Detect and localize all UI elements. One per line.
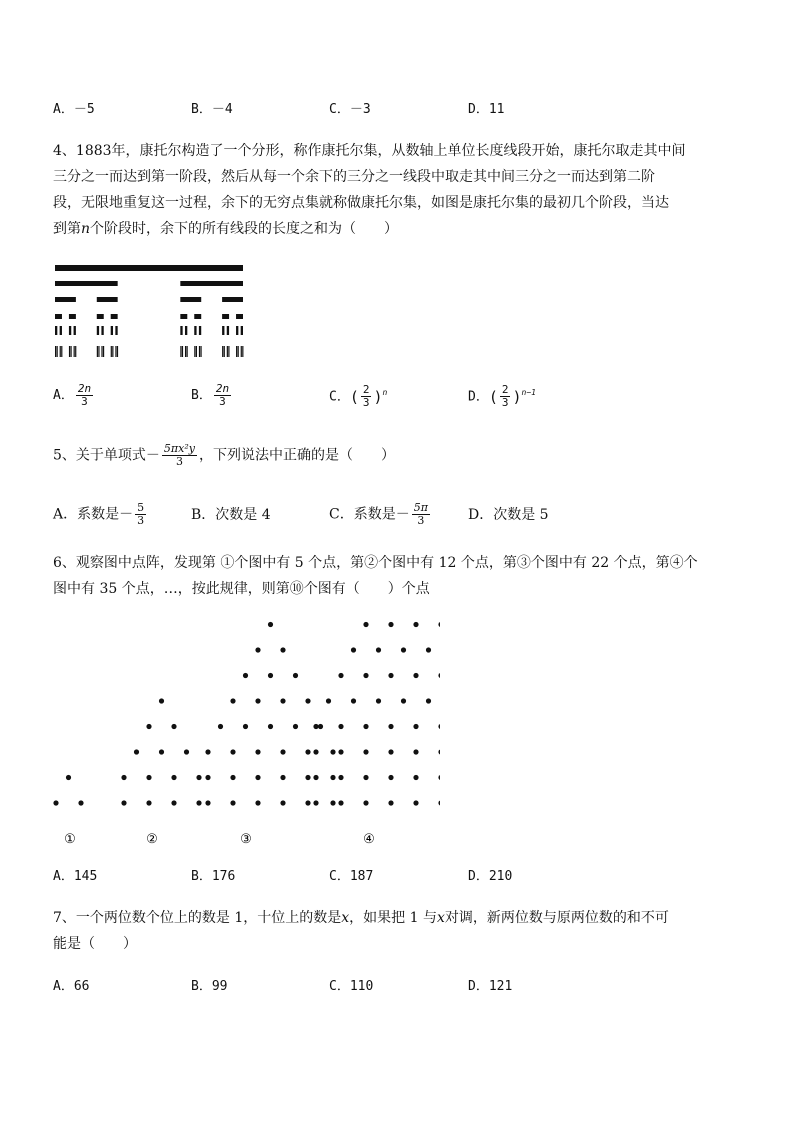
q5-option-c	[329, 502, 432, 527]
pattern-3-dot	[293, 724, 298, 729]
cantor-segment-stage-5	[227, 346, 228, 357]
pattern-4-dot	[438, 749, 440, 754]
q7-option-d: D．121	[468, 979, 513, 994]
q7-variable-x: x	[341, 910, 350, 926]
pattern-4-dot	[351, 698, 356, 703]
q4-option-b-den: 3	[219, 395, 226, 408]
pattern-3-dot	[230, 775, 235, 780]
pattern-4-dot	[413, 622, 418, 627]
cantor-segment-stage-5	[98, 346, 99, 357]
pattern-3-dot	[318, 724, 323, 729]
cantor-segment-stage-3	[180, 314, 187, 319]
cantor-segment-stage-5	[55, 346, 56, 357]
pattern-2-dot	[171, 724, 176, 729]
pattern-2-dot	[146, 775, 151, 780]
q5-monomial	[162, 443, 197, 468]
q4-option-c-fraction	[361, 384, 372, 409]
pattern-3-dot	[268, 622, 273, 627]
pattern-4-dot	[338, 724, 343, 729]
pattern-4-dot	[313, 724, 318, 729]
cantor-segment-stage-4	[236, 326, 238, 335]
q7-option-b: B．99	[191, 979, 228, 994]
q4-option-d-num: 2	[501, 383, 509, 397]
pattern-4-dot	[363, 724, 368, 729]
dot-pattern-figure	[40, 610, 440, 850]
cantor-segment-stage-4	[199, 326, 201, 335]
cantor-segment-stage-3	[194, 314, 201, 319]
pattern-2-dot	[121, 800, 126, 805]
q5-option-c-den: 3	[417, 514, 425, 527]
cantor-segment-stage-5	[228, 346, 229, 357]
q6-option-c: C．187	[329, 869, 374, 884]
cantor-segment-stage-5	[74, 346, 75, 357]
cantor-segment-stage-5	[69, 346, 70, 357]
q7-line-2: 能是（ ）	[53, 936, 137, 952]
cantor-segment-stage-5	[180, 346, 181, 357]
pattern-3-dot	[230, 698, 235, 703]
q5-option-a-num: 5	[137, 501, 145, 514]
cantor-segment-stage-3	[69, 314, 76, 319]
q4-line-4-a: 到第	[53, 221, 81, 237]
pattern-3-dot	[305, 800, 310, 805]
cantor-segment-stage-5	[103, 346, 104, 357]
pattern-3-dot	[218, 724, 223, 729]
cantor-segment-stage-3	[236, 314, 243, 319]
pattern-4-dot	[438, 775, 440, 780]
pattern-2-dot	[146, 800, 151, 805]
q5-option-c-label: C．系数是－	[329, 506, 410, 523]
q5-option-c-num: 5π	[413, 501, 428, 514]
pattern-3-dot	[243, 673, 248, 678]
pattern-2-dot	[196, 800, 201, 805]
pattern-1-dot	[78, 800, 83, 805]
q5-option-a-den: 3	[137, 514, 145, 527]
pattern-3-dot	[280, 800, 285, 805]
q4-option-b-num: 2n	[215, 382, 230, 395]
pattern-2-dot	[159, 698, 164, 703]
pattern-label-1: ①	[64, 832, 76, 847]
pattern-4-dot	[388, 749, 393, 754]
cantor-segment-stage-5	[60, 346, 61, 357]
pattern-3-dot	[255, 800, 260, 805]
q7-option-a: A．66	[53, 979, 90, 994]
q5-option-c-fraction	[412, 502, 430, 527]
cantor-segment-stage-5	[57, 346, 58, 357]
cantor-segment-stage-4	[74, 326, 76, 335]
pattern-label-4: ④	[363, 832, 375, 847]
pattern-4-dot	[438, 724, 440, 729]
q5-option-a-label: A．系数是－	[53, 506, 134, 523]
q4-option-d-den: 3	[501, 396, 509, 410]
pattern-3-dot	[330, 775, 335, 780]
cantor-segment-stage-5	[117, 346, 118, 357]
pattern-4-dot	[401, 647, 406, 652]
q7-option-c: C．110	[329, 979, 374, 994]
pattern-4-dot	[338, 775, 343, 780]
q4-option-a	[53, 383, 95, 408]
pattern-4-dot	[413, 800, 418, 805]
pattern-3-dot	[268, 673, 273, 678]
pattern-2-dot	[146, 724, 151, 729]
pattern-4-dot	[413, 775, 418, 780]
q5-monomial-num: 5πx²y	[163, 442, 195, 455]
pattern-3-dot	[230, 800, 235, 805]
pattern-label-3: ③	[240, 832, 252, 847]
cantor-segment-stage-5	[242, 346, 243, 357]
cantor-segment-stage-0	[55, 265, 243, 271]
pattern-2-dot	[171, 775, 176, 780]
cantor-segment-stage-5	[70, 346, 71, 357]
cantor-segment-stage-2	[180, 297, 201, 302]
q7-line-1	[53, 908, 669, 928]
cantor-segment-stage-5	[182, 346, 183, 357]
q4-option-a-den: 3	[81, 395, 88, 408]
cantor-segment-stage-5	[112, 346, 113, 357]
cantor-segment-stage-5	[196, 346, 197, 357]
pattern-1-dot	[53, 800, 58, 805]
cantor-segment-stage-4	[97, 326, 99, 335]
cantor-segment-stage-5	[61, 346, 62, 357]
pattern-3-dot	[305, 749, 310, 754]
pattern-3-dot	[293, 673, 298, 678]
pattern-4-dot	[376, 647, 381, 652]
pattern-4-dot	[363, 622, 368, 627]
pattern-4-dot	[313, 775, 318, 780]
pattern-3-dot	[205, 800, 210, 805]
pattern-4-dot	[413, 749, 418, 754]
pattern-4-dot	[438, 622, 440, 627]
q3-option-c: C．－3	[329, 102, 371, 117]
q4-option-b-fraction	[214, 383, 231, 408]
q6-line-2: 图中有 35 个点，…，按此规律，则第⑩个图有（ ）个点	[53, 581, 430, 597]
q6-line-1: 6、观察图中点阵，发现第 ①个图中有 5 个点，第②个图中有 12 个点，第③个图中有 22 个点，第④个	[53, 555, 698, 571]
q6-option-d: D．210	[468, 869, 513, 884]
cantor-segment-stage-2	[97, 297, 118, 302]
cantor-segment-stage-4	[180, 326, 182, 335]
pattern-4-dot	[413, 724, 418, 729]
pattern-3-dot	[243, 724, 248, 729]
cantor-segment-stage-4	[227, 326, 229, 335]
q4-option-c: C．( $\frac{2}{3}$ )$^n$	[329, 383, 388, 410]
q4-option-c-exp: n	[382, 388, 388, 397]
q4-variable-n: n	[81, 221, 91, 237]
cantor-segment-stage-1	[55, 281, 118, 286]
cantor-segment-stage-4	[60, 326, 62, 335]
pattern-3-dot	[268, 724, 273, 729]
pattern-3-dot	[255, 698, 260, 703]
q6-option-b: B．176	[191, 869, 236, 884]
cantor-segment-stage-5	[199, 346, 200, 357]
q4-option-d-exp: n−1	[521, 388, 536, 397]
q5-option-b: B．次数是 4	[191, 507, 271, 523]
pattern-4-dot	[313, 749, 318, 754]
cantor-segment-stage-2	[55, 297, 76, 302]
q4-option-b-label: B．	[191, 388, 212, 403]
q4-option-c-label: C．	[329, 389, 350, 405]
pattern-3-dot	[205, 775, 210, 780]
cantor-segment-stage-5	[238, 346, 239, 357]
cantor-segment-stage-5	[75, 346, 76, 357]
cantor-segment-stage-4	[101, 326, 103, 335]
cantor-segment-stage-5	[241, 346, 242, 357]
cantor-segment-stage-5	[187, 346, 188, 357]
cantor-segment-stage-5	[115, 346, 116, 357]
pattern-4-dot	[388, 800, 393, 805]
pattern-3-dot	[330, 749, 335, 754]
pattern-3-dot	[230, 749, 235, 754]
q3-option-a: A．－5	[53, 102, 95, 117]
pattern-4-dot	[363, 749, 368, 754]
pattern-2-dot	[159, 749, 164, 754]
q3-option-d: D．11	[468, 102, 505, 117]
q4-line-1: 4、1883年，康托尔构造了一个分形，称作康托尔集，从数轴上单位长度线段开始，康托尔取走其中间	[53, 143, 686, 159]
pattern-3-dot	[255, 647, 260, 652]
q4-option-a-fraction	[76, 383, 93, 408]
q4-line-4-b: 个阶段时，余下的所有线段的长度之和为（ ）	[90, 221, 399, 237]
pattern-1-dot	[66, 775, 71, 780]
cantor-set-figure	[55, 262, 250, 362]
q4-option-a-label: A．	[53, 388, 74, 403]
pattern-2-dot	[121, 775, 126, 780]
pattern-2-dot	[184, 749, 189, 754]
q4-option-d-label: D．	[468, 389, 489, 405]
pattern-4-dot	[363, 673, 368, 678]
pattern-4-dot	[438, 800, 440, 805]
pattern-4-dot	[338, 749, 343, 754]
pattern-label-2: ②	[146, 832, 158, 847]
q7-line-1-a: 7、一个两位数个位上的数是 1，十位上的数是	[53, 910, 342, 926]
cantor-segment-stage-5	[97, 346, 98, 357]
pattern-3-dot	[305, 698, 310, 703]
cantor-segment-stage-5	[236, 346, 237, 357]
q4-option-d-fraction	[500, 384, 511, 409]
pattern-3-dot	[330, 800, 335, 805]
cantor-segment-stage-4	[222, 326, 224, 335]
q5-option-a	[53, 502, 148, 527]
cantor-segment-stage-4	[194, 326, 196, 335]
pattern-4-dot	[438, 673, 440, 678]
q4-option-d: D．( $\frac{2}{3}$ )$^{n-1}$	[468, 383, 536, 410]
pattern-4-dot	[313, 800, 318, 805]
pattern-4-dot	[376, 698, 381, 703]
q5-option-d: D．次数是 5	[468, 507, 549, 523]
pattern-3-dot	[255, 775, 260, 780]
cantor-segment-stage-5	[185, 346, 186, 357]
q3-option-b: B．－4	[191, 102, 233, 117]
q4-option-c-den: 3	[362, 396, 370, 410]
cantor-segment-stage-5	[111, 346, 112, 357]
pattern-2-dot	[196, 775, 201, 780]
q4-line-4	[53, 219, 398, 239]
q5-option-a-fraction	[135, 502, 146, 527]
cantor-segment-stage-5	[194, 346, 195, 357]
cantor-segment-stage-4	[69, 326, 71, 335]
q6-option-a: A．145	[53, 869, 98, 884]
pattern-4-dot	[388, 673, 393, 678]
q4-option-a-num: 2n	[77, 382, 92, 395]
q7-variable-x-2: x	[436, 910, 445, 926]
pattern-4-dot	[388, 775, 393, 780]
pattern-4-dot	[326, 698, 331, 703]
q4-option-c-num: 2	[362, 383, 370, 397]
pattern-4-dot	[338, 800, 343, 805]
pattern-4-dot	[363, 800, 368, 805]
pattern-2-dot	[134, 749, 139, 754]
cantor-segment-stage-3	[111, 314, 118, 319]
pattern-4-dot	[401, 698, 406, 703]
cantor-segment-stage-1	[180, 281, 243, 286]
q5-monomial-den: 3	[175, 455, 183, 468]
cantor-segment-stage-4	[111, 326, 113, 335]
pattern-3-dot	[255, 749, 260, 754]
cantor-segment-stage-5	[222, 346, 223, 357]
q4-line-3: 段，无限地重复这一过程，余下的无穷点集就称做康托尔集，如图是康托尔集的最初几个阶段，当达	[53, 195, 669, 211]
pattern-3-dot	[305, 775, 310, 780]
pattern-4-dot	[426, 698, 431, 703]
pattern-3-dot	[280, 647, 285, 652]
q7-line-1-c: 对调，新两位数与原两位数的和不可	[444, 910, 669, 926]
pattern-4-dot	[351, 647, 356, 652]
cantor-segment-stage-4	[115, 326, 117, 335]
cantor-segment-stage-5	[200, 346, 201, 357]
pattern-4-dot	[426, 647, 431, 652]
cantor-segment-stage-4	[55, 326, 57, 335]
q5-stem-b: ，下列说法中正确的是（ ）	[198, 447, 395, 464]
pattern-4-dot	[338, 673, 343, 678]
cantor-segment-stage-5	[224, 346, 225, 357]
pattern-4-dot	[363, 775, 368, 780]
cantor-segment-stage-2	[222, 297, 243, 302]
q4-option-b	[191, 383, 233, 408]
cantor-segment-stage-3	[222, 314, 229, 319]
cantor-segment-stage-3	[55, 314, 62, 319]
pattern-2-dot	[171, 800, 176, 805]
pattern-4-dot	[413, 673, 418, 678]
q4-line-2: 三分之一而达到第一阶段，然后从每一个余下的三分之一线段中取走其中间三分之一而达到第二阶	[53, 169, 655, 185]
q5-stem	[53, 443, 395, 468]
pattern-3-dot	[280, 698, 285, 703]
cantor-segment-stage-4	[185, 326, 187, 335]
q7-line-1-b: ，如果把 1 与	[349, 910, 437, 926]
pattern-3-dot	[280, 775, 285, 780]
pattern-4-dot	[388, 724, 393, 729]
cantor-segment-stage-5	[101, 346, 102, 357]
cantor-segment-stage-3	[97, 314, 104, 319]
pattern-3-dot	[280, 749, 285, 754]
q5-stem-a: 5、关于单项式－	[53, 447, 160, 464]
pattern-3-dot	[205, 749, 210, 754]
pattern-4-dot	[388, 622, 393, 627]
cantor-segment-stage-4	[241, 326, 243, 335]
